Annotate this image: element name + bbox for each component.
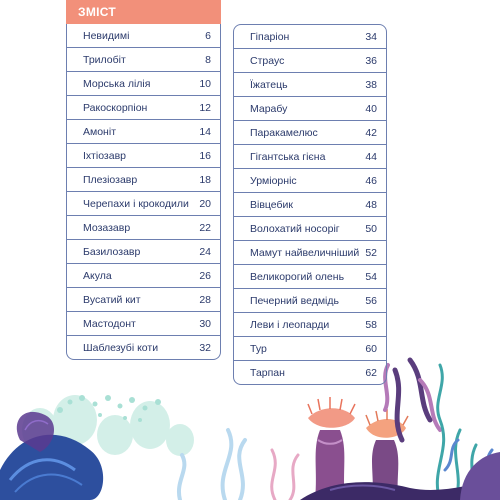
toc-entry-label: Волохатий носоріг (250, 222, 340, 235)
toc-entry-page: 54 (365, 270, 377, 283)
toc-entry[interactable] (67, 239, 220, 263)
pale-seaweed (179, 430, 245, 500)
purple-rock (460, 452, 500, 500)
toc-entry[interactable] (67, 335, 220, 359)
toc-entry-page: 24 (199, 245, 211, 258)
toc-entry-page: 20 (199, 197, 211, 210)
toc-entry-page: 48 (365, 198, 377, 211)
toc-entry-page: 12 (199, 101, 211, 114)
toc-entry-page: 28 (199, 293, 211, 306)
toc-title: ЗМІСТ (66, 0, 221, 24)
toc-entry-page: 16 (199, 149, 211, 162)
toc-entry[interactable] (67, 119, 220, 143)
toc-entry[interactable] (67, 215, 220, 239)
toc-entry-label: Трилобіт (83, 53, 126, 66)
toc-entry-label: Плезіозавр (83, 173, 138, 186)
toc-entry[interactable] (234, 336, 386, 360)
toc-entry-label: Гіпаріон (250, 30, 290, 43)
teal-seaweed (437, 365, 476, 500)
toc-entry-page: 50 (365, 222, 377, 235)
seabed-right (300, 478, 500, 500)
toc-entry[interactable] (67, 71, 220, 95)
toc-entry[interactable] (234, 288, 386, 312)
blue-wavy-seaweed (445, 440, 492, 500)
toc-entry-label: Іхтіозавр (83, 149, 126, 162)
toc-entry-label: Їжатець (250, 78, 288, 91)
toc-entry[interactable] (234, 312, 386, 336)
toc-entry-label: Невидимі (83, 29, 130, 42)
toc-entry-page: 32 (199, 341, 211, 354)
toc-entry[interactable] (234, 48, 386, 72)
toc-entry[interactable] (67, 24, 220, 47)
toc-entry-label: Великорогий олень (250, 270, 345, 283)
pink-seaweed (272, 450, 298, 500)
toc-column-right (233, 24, 387, 385)
toc-entry[interactable] (67, 143, 220, 167)
toc-entry[interactable] (234, 216, 386, 240)
toc-entry-page: 22 (199, 221, 211, 234)
toc-entry[interactable] (234, 72, 386, 96)
toc-entry-page: 56 (365, 294, 377, 307)
toc-entry-label: Мастодонт (83, 317, 136, 330)
toc-entry[interactable] (234, 96, 386, 120)
toc-entry-page: 38 (365, 78, 377, 91)
toc-entry-page: 36 (365, 54, 377, 67)
toc-entry-page: 46 (365, 174, 377, 187)
toc-entry[interactable] (234, 168, 386, 192)
toc-entry-page: 6 (205, 29, 211, 42)
toc-entry-label: Амоніт (83, 125, 117, 138)
toc-entry-page: 58 (365, 318, 377, 331)
toc-entry-page: 44 (365, 150, 377, 163)
toc-entry[interactable] (67, 167, 220, 191)
toc-entry-page: 18 (199, 173, 211, 186)
toc-entry-label: Тур (250, 342, 267, 355)
mint-coral-dots (57, 395, 161, 422)
toc-entry-label: Базилозавр (83, 245, 141, 258)
toc-entry-label: Печерний ведмідь (250, 294, 339, 307)
toc-entry-label: Мамут найвеличніший (250, 246, 360, 259)
purple-coral (17, 412, 54, 452)
blue-coral-mound (0, 435, 103, 500)
toc-entry-page: 40 (365, 102, 377, 115)
toc-entry-page: 14 (199, 125, 211, 138)
toc-entry-label: Леви і леопарди (250, 318, 330, 331)
toc-entry-label: Мозазавр (83, 221, 131, 234)
toc-entry-page: 8 (205, 53, 211, 66)
toc-entry[interactable] (234, 264, 386, 288)
toc-entry-page: 26 (199, 269, 211, 282)
toc-entry-label: Вівцебик (250, 198, 294, 211)
toc-entry-label: Паракамелюс (250, 126, 318, 139)
toc-entry[interactable] (234, 192, 386, 216)
toc-entry-label: Вусатий кит (83, 293, 141, 306)
mint-coral-left (22, 395, 194, 456)
toc-entry[interactable] (234, 144, 386, 168)
toc-entry-page: 52 (365, 246, 377, 259)
toc-entry-label: Ракоскорпіон (83, 101, 148, 114)
toc-list-left (66, 24, 221, 360)
toc-list-right (233, 24, 387, 385)
anemone-left (308, 397, 355, 500)
toc-entry-page: 42 (365, 126, 377, 139)
toc-entry-label: Акула (83, 269, 112, 282)
purple-kelp (395, 360, 430, 440)
toc-entry-label: Тарпан (250, 366, 285, 379)
anemone-right (366, 409, 408, 500)
toc-entry[interactable] (234, 360, 386, 384)
toc-column-left (66, 0, 221, 360)
pink-kelp (385, 365, 440, 430)
toc-entry-page: 30 (199, 317, 211, 330)
toc-entry-page: 34 (365, 30, 377, 43)
toc-entry-label: Урміорніс (250, 174, 297, 187)
toc-entry-label: Страус (250, 54, 285, 67)
toc-entry[interactable] (67, 95, 220, 119)
toc-entry[interactable] (67, 287, 220, 311)
toc-entry[interactable] (67, 263, 220, 287)
toc-entry-label: Гігантська гієна (250, 150, 326, 163)
toc-entry[interactable] (67, 311, 220, 335)
toc-entry-page: 10 (199, 77, 211, 90)
toc-entry-page: 62 (365, 366, 377, 379)
toc-entry[interactable] (234, 240, 386, 264)
toc-entry-page: 60 (365, 342, 377, 355)
toc-entry[interactable] (67, 47, 220, 71)
toc-entry-label: Марабу (250, 102, 288, 115)
toc-entry[interactable] (234, 120, 386, 144)
toc-entry[interactable] (67, 191, 220, 215)
toc-entry-label: Черепахи і крокодили (83, 197, 189, 210)
toc-entry-label: Шаблезубі коти (83, 341, 159, 354)
toc-entry-label: Морська лілія (83, 77, 151, 90)
toc-entry[interactable] (234, 25, 386, 48)
